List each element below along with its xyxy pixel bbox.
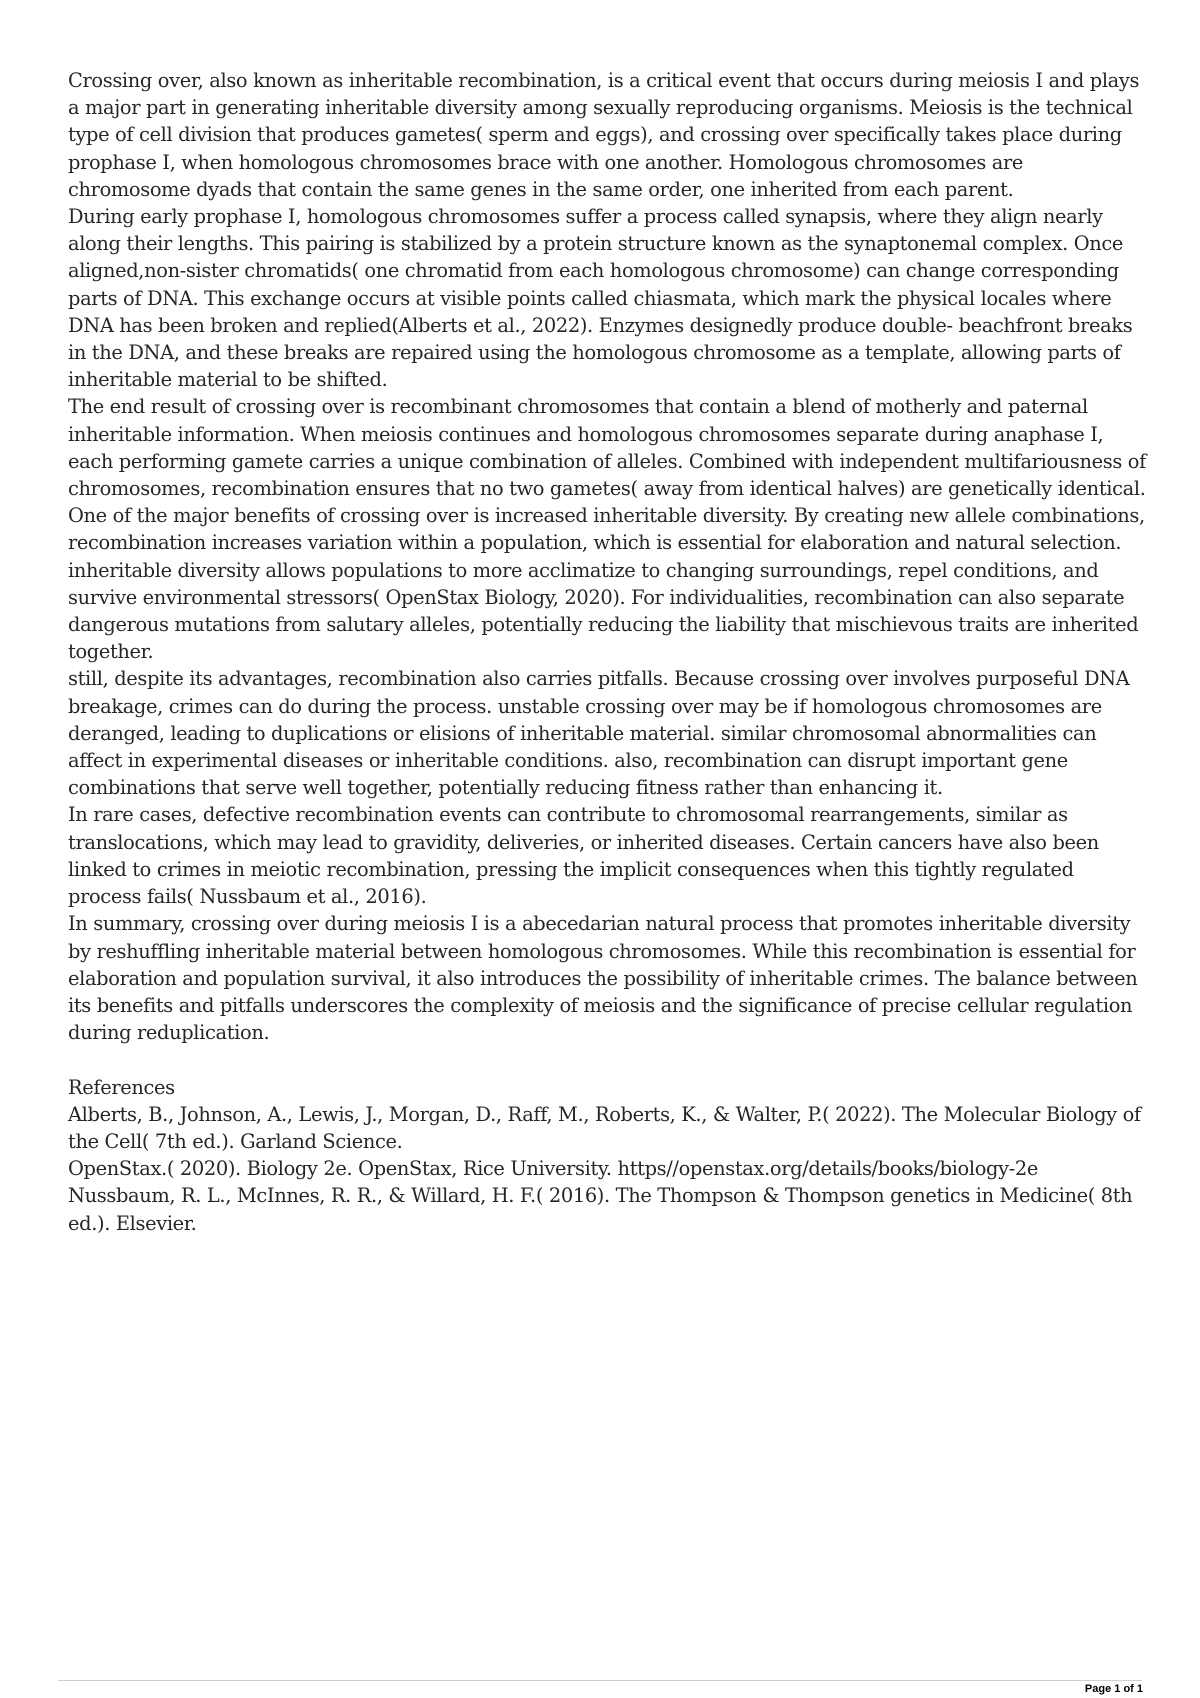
paragraph: The end result of crossing over is recombinant chromosomes that contain a blend of motherly and paternal inheritable information. When meiosis continues and homologous chromosomes separate during anaphase I, each performing gamete carries a unique combination of alleles. Combined with independent multifariousness of chromosomes, recombination ensures that no two gametes( away from identical halves) are genetically identical. [68, 395, 1146, 501]
paragraph: Crossing over, also known as inheritable recombination, is a critical event that occurs during meiosis I and plays a major part in generating inheritable diversity among sexually reproducing organisms. Meiosis is the technical type of cell division that produces gametes( sperm and eggs), and crossing over specifically takes place during prophase I, when homologous chromosomes brace with one another. Homologous chromosomes are chromosome dyads that contain the same genes in the same order, one inherited from each parent. [68, 69, 1140, 201]
reference-entry: OpenStax.( 2020). Biology 2e. OpenStax, Rice University. https//openstax.org/details/books/biology-2e [68, 1157, 1039, 1181]
references-heading: References [68, 1075, 175, 1099]
paragraph: During early prophase I, homologous chromosomes suffer a process called synapsis, where they align nearly along their lengths. This pairing is stabilized by a protein structure known as the synaptonemal complex. Once aligned,non-sister chromatids( one chromatid from each homologous chromosome) can change corresponding parts of DNA. This exchange occurs at visible points called chiasmata, which mark the physical locales where DNA has been broken and replied(Alberts et al., 2022). Enzymes designedly produce double- beachfront breaks in the DNA, and these breaks are repaired using the homologous chromosome as a template, allowing parts of inheritable material to be shifted. [68, 205, 1133, 392]
reference-entry: Nussbaum, R. L., McInnes, R. R., & Willard, H. F.( 2016). The Thompson & Thompson genetics in Medicine( 8th ed.). Elsevier. [68, 1184, 1133, 1235]
footer-divider [58, 1680, 1142, 1681]
paragraph: In summary, crossing over during meiosis I is a abecedarian natural process that promotes inheritable diversity by reshuffling inheritable material between homologous chromosomes. While this recombination is essential for elaboration and population survival, it also introduces the possibility of inheritable crimes. The balance between its benefits and pitfalls underscores the complexity of meiosis and the significance of precise cellular regulation during reduplication. [68, 912, 1138, 1045]
page-number: Page 1 of 1 [1084, 1683, 1143, 1695]
paragraph: One of the major benefits of crossing over is increased inheritable diversity. By creating new allele combinations, recombination increases variation within a population, which is essential for elaboration and natural selection. inheritable diversity allows populations to more acclimatize to changing surroundings, repel conditions, and survive environmental stressors( OpenStax Biology, 2020). For individualities, recombination can also separate dangerous mutations from salutary alleles, potentially reducing the liability that mischievous traits are inherited together. [68, 504, 1145, 664]
document-body [68, 67, 1148, 1237]
reference-entry: Alberts, B., Johnson, A., Lewis, J., Morgan, D., Raff, M., Roberts, K., & Walter, P.( 2022). The Molecular Biology of the Cell( 7th ed.). Garland Science. [68, 1102, 1141, 1153]
paragraph: In rare cases, defective recombination events can contribute to chromosomal rearrangements, similar as translocations, which may lead to gravidity, deliveries, or inherited diseases. Certain cancers have also been linked to crimes in meiotic recombination, pressing the implicit consequences when this tightly regulated process fails( Nussbaum et al., 2016). [68, 803, 1099, 909]
paragraph: still, despite its advantages, recombination also carries pitfalls. Because crossing over involves purposeful DNA breakage, crimes can do during the process. unstable crossing over may be if homologous chromosomes are deranged, leading to duplications or elisions of inheritable material. similar chromosomal abnormalities can affect in experimental diseases or inheritable conditions. also, recombination can disrupt important gene combinations that serve well together, potentially reducing fitness rather than enhancing it. [68, 667, 1130, 800]
